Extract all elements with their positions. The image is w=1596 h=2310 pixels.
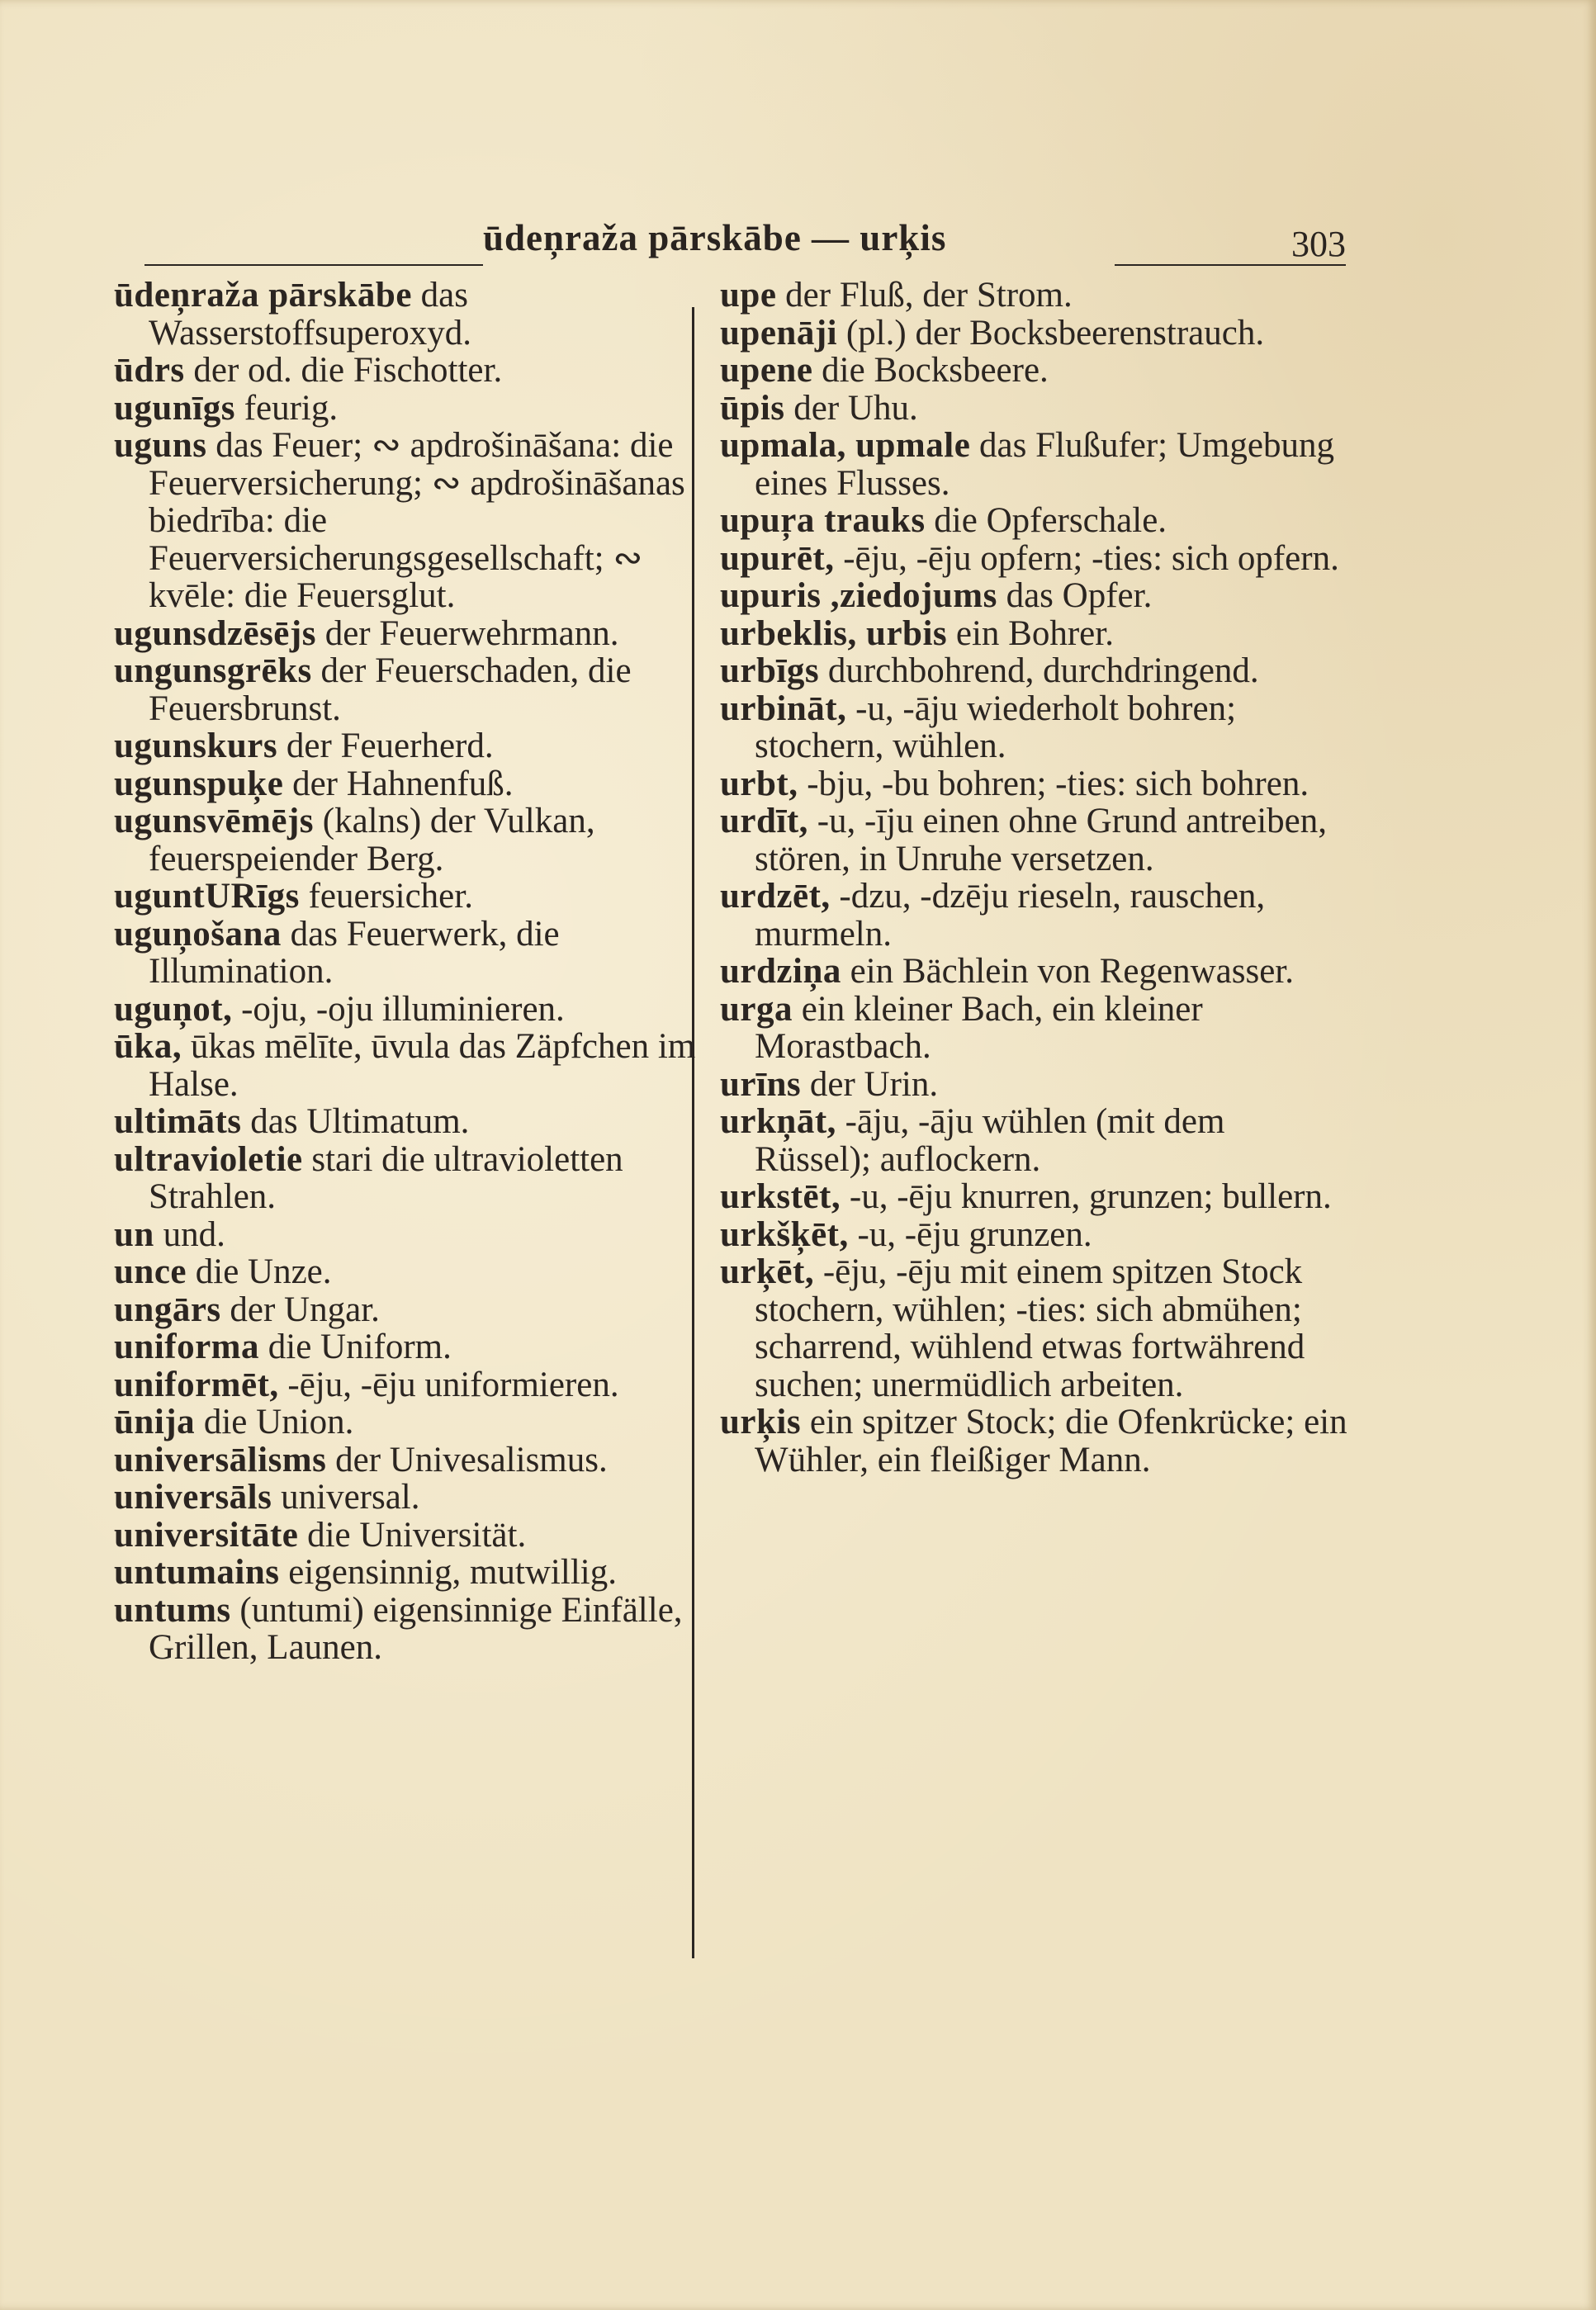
headword: upene xyxy=(720,351,813,390)
headword: universāls xyxy=(114,1478,272,1517)
dictionary-entry xyxy=(114,615,708,653)
dictionary-entry xyxy=(114,1479,708,1517)
header-title: ūdeņraža pārskābe — urķis xyxy=(483,217,947,258)
definition: ein Bohrer. xyxy=(947,613,1114,653)
definition: -ēju, -ēju uniformieren. xyxy=(278,1365,619,1404)
dictionary-entry xyxy=(720,427,1347,502)
dictionary-entry xyxy=(114,1141,708,1216)
headword: ultimāts xyxy=(114,1102,242,1141)
dictionary-entry xyxy=(720,390,1347,428)
definition: (pl.) der Bocksbeerenstrauch. xyxy=(837,313,1265,353)
headword: urķis xyxy=(720,1403,802,1441)
definition: feuersicher. xyxy=(299,877,473,916)
dictionary-entry xyxy=(114,1554,708,1592)
headword: uniforma xyxy=(114,1328,259,1366)
headword: urkņāt, xyxy=(720,1102,836,1141)
definition: der Feuerschaden, die Feuersbrunst. xyxy=(149,651,632,728)
definition: die Uniform. xyxy=(259,1328,452,1366)
definition: das Flußufer; Umgebung eines Flusses. xyxy=(755,426,1334,503)
dictionary-entry xyxy=(114,1103,708,1141)
definition: -dzu, -dzēju rieseln, rauschen, murmeln. xyxy=(755,877,1266,954)
headword: urga xyxy=(720,989,793,1029)
dictionary-entry xyxy=(114,727,708,765)
headword: ugunskurs xyxy=(114,727,278,765)
definition: -ēju, -ēju opfern; -ties: sich opfern. xyxy=(834,538,1339,578)
definition: stari die ultravioletten Strahlen. xyxy=(149,1139,623,1216)
definition: der Univesalismus. xyxy=(326,1440,608,1479)
dictionary-entry xyxy=(114,1291,708,1329)
dictionary-entry xyxy=(114,878,708,916)
dictionary-entry xyxy=(114,991,708,1029)
dictionary-entry xyxy=(114,652,708,727)
dictionary-entry xyxy=(114,1253,708,1291)
dictionary-entry xyxy=(114,1028,708,1103)
headword: ūpis xyxy=(720,388,785,428)
definition: (untumi) eigensinnige Einfälle, Grillen, Launen. xyxy=(149,1590,683,1667)
dictionary-entry xyxy=(720,315,1347,353)
headword: unce xyxy=(114,1252,187,1291)
definition: durchbohrend, durchdringend. xyxy=(819,651,1259,690)
dictionary-entry xyxy=(720,878,1347,953)
definition: der Fluß, der Strom. xyxy=(776,276,1073,315)
headword: ugunsvēmējs xyxy=(114,802,315,840)
definition: ūkas mēlīte, ūvula das Zäpfchen im Halse. xyxy=(149,1027,696,1104)
dictionary-entry xyxy=(114,1366,708,1404)
page-number: 303 xyxy=(1291,224,1346,264)
definition: -oju, -oju illuminieren. xyxy=(232,989,565,1029)
headword: ugunīgs xyxy=(114,388,235,428)
headword: ungunsgrēks xyxy=(114,651,312,690)
headword: uguņot, xyxy=(114,989,233,1029)
dictionary-entry xyxy=(720,1216,1347,1254)
definition: -bju, -bu bohren; -ties: sich bohren. xyxy=(798,764,1309,803)
dictionary-entry xyxy=(720,1404,1347,1479)
headword: upuris ,ziedojums xyxy=(720,576,997,615)
definition: -u, -ēju knurren, grunzen; bullern. xyxy=(841,1177,1332,1216)
headword: urkšķēt, xyxy=(720,1214,849,1254)
headword: universitāte xyxy=(114,1515,299,1555)
headword: urbināt, xyxy=(720,689,847,728)
definition: der Urin. xyxy=(801,1064,939,1104)
definition: ein spitzer Stock; die Ofenkrücke; ein Wühler, ein fleißiger Mann. xyxy=(755,1403,1347,1479)
running-header xyxy=(144,216,1346,274)
right-column xyxy=(720,277,1347,1479)
definition: die Union. xyxy=(195,1403,354,1441)
dictionary-entry xyxy=(114,1592,708,1667)
dictionary-entry xyxy=(114,427,708,615)
dictionary-entry xyxy=(720,991,1347,1066)
headword: ugunsdzēsējs xyxy=(114,613,316,653)
dictionary-entry xyxy=(720,577,1347,615)
headword: uguntURīgs xyxy=(114,877,300,916)
definition: der Feuerherd. xyxy=(277,727,494,765)
headword: urkstēt, xyxy=(720,1177,841,1216)
dictionary-entry xyxy=(720,277,1347,315)
headword: urķēt, xyxy=(720,1252,815,1291)
dictionary-entry xyxy=(114,916,708,991)
headword: untums xyxy=(114,1590,231,1630)
definition: die Universität. xyxy=(298,1515,527,1555)
headword: uguns xyxy=(114,426,207,465)
left-column xyxy=(114,277,708,1667)
definition: der Hahnenfuß. xyxy=(283,764,514,803)
dictionary-entry xyxy=(720,1178,1347,1216)
headword: untumains xyxy=(114,1553,280,1592)
headword: universālisms xyxy=(114,1440,327,1479)
headword: ūdrs xyxy=(114,351,185,390)
definition: (kalns) der Vulkan, feuerspeiender Berg. xyxy=(149,802,595,878)
headword: ūka, xyxy=(114,1027,182,1066)
definition: und. xyxy=(154,1214,225,1254)
headword: urdzēt, xyxy=(720,877,831,916)
headword: ūdeņraža pārskābe xyxy=(114,276,412,315)
dictionary-entry xyxy=(114,390,708,428)
dictionary-entry xyxy=(720,652,1347,690)
definition: -u, -āju wiederholt bohren; stochern, wühlen. xyxy=(755,689,1237,765)
dictionary-entry xyxy=(114,352,708,390)
headword: urdziņa xyxy=(720,952,841,991)
definition: -u, -ēju grunzen. xyxy=(848,1214,1092,1254)
headword: upe xyxy=(720,276,777,315)
definition: -ēju, -ēju mit einem spitzen Stock stochern, wühlen; -ties: sich abmühen; scharrend, wühlend etwas fortwährend suchen; unermüdlich arbeiten. xyxy=(755,1252,1305,1404)
definition: feurig. xyxy=(234,388,339,428)
headword: ultravioletie xyxy=(114,1139,303,1179)
headword: ūnija xyxy=(114,1403,196,1441)
dictionary-entry xyxy=(720,1066,1347,1104)
headword: upenāji xyxy=(720,313,838,353)
dictionary-entry xyxy=(720,690,1347,765)
headword: ungārs xyxy=(114,1290,221,1329)
headword: ugunspuķe xyxy=(114,764,284,803)
dictionary-entry xyxy=(114,1517,708,1555)
dictionary-entry xyxy=(114,765,708,803)
headword: upurēt, xyxy=(720,538,835,578)
dictionary-entry xyxy=(114,1328,708,1366)
dictionary-entry xyxy=(720,352,1347,390)
headword: uguņošana xyxy=(114,914,282,954)
headword: urbeklis, urbis xyxy=(720,613,948,653)
definition: der Uhu. xyxy=(784,388,918,428)
definition: der Feuerwehrmann. xyxy=(315,613,619,653)
definition: das Ultimatum. xyxy=(241,1102,470,1141)
definition: die Opferschale. xyxy=(925,501,1167,540)
headword: urdīt, xyxy=(720,802,808,840)
dictionary-entry xyxy=(720,1253,1347,1404)
definition: -u, -īju einen ohne Grund antreiben, stören, in Unruhe versetzen. xyxy=(755,802,1328,878)
definition: das Wasserstoffsuperoxyd. xyxy=(149,276,472,353)
dictionary-entry xyxy=(114,1441,708,1479)
dictionary-entry xyxy=(720,1103,1347,1178)
dictionary-entry xyxy=(720,765,1347,803)
definition: die Unze. xyxy=(187,1252,332,1291)
definition: das Opfer. xyxy=(997,576,1153,615)
dictionary-entry xyxy=(720,615,1347,653)
dictionary-entry xyxy=(114,1404,708,1441)
headword: un xyxy=(114,1214,154,1254)
definition: ein kleiner Bach, ein kleiner Morastbach. xyxy=(755,989,1203,1066)
definition: der Ungar. xyxy=(220,1290,380,1329)
definition: das Feuerwerk, die Illumination. xyxy=(149,914,560,991)
headword: urbt, xyxy=(720,764,798,803)
dictionary-entry xyxy=(720,540,1347,578)
dictionary-entry xyxy=(114,802,708,878)
definition: universal. xyxy=(272,1478,420,1517)
definition: der od. die Fischotter. xyxy=(184,351,503,390)
headword: uniformēt, xyxy=(114,1365,279,1404)
dictionary-entry xyxy=(720,802,1347,878)
definition: ein Bächlein von Regenwasser. xyxy=(841,952,1294,991)
dictionary-entry xyxy=(114,1216,708,1254)
definition: die Bocksbeere. xyxy=(812,351,1049,390)
headword: upuŗa trauks xyxy=(720,501,926,540)
headword: urīns xyxy=(720,1064,802,1104)
dictionary-entry xyxy=(720,953,1347,991)
headword: urbīgs xyxy=(720,651,820,690)
dictionary-entry xyxy=(720,502,1347,540)
definition: eigensinnig, mutwillig. xyxy=(279,1553,617,1592)
definition: -āju, -āju wühlen (mit dem Rüssel); auflockern. xyxy=(755,1102,1225,1179)
headword: upmala, upmale xyxy=(720,426,971,465)
dictionary-entry xyxy=(114,277,708,352)
definition: das Feuer; ∾ apdrošināšana: die Feuerversicherung; ∾ apdrošināšanas biedrība: die Feuerversicherungsgesellschaft; ∾ kvēle: die Feuersglut. xyxy=(149,426,685,615)
header-rule-left xyxy=(144,264,483,266)
